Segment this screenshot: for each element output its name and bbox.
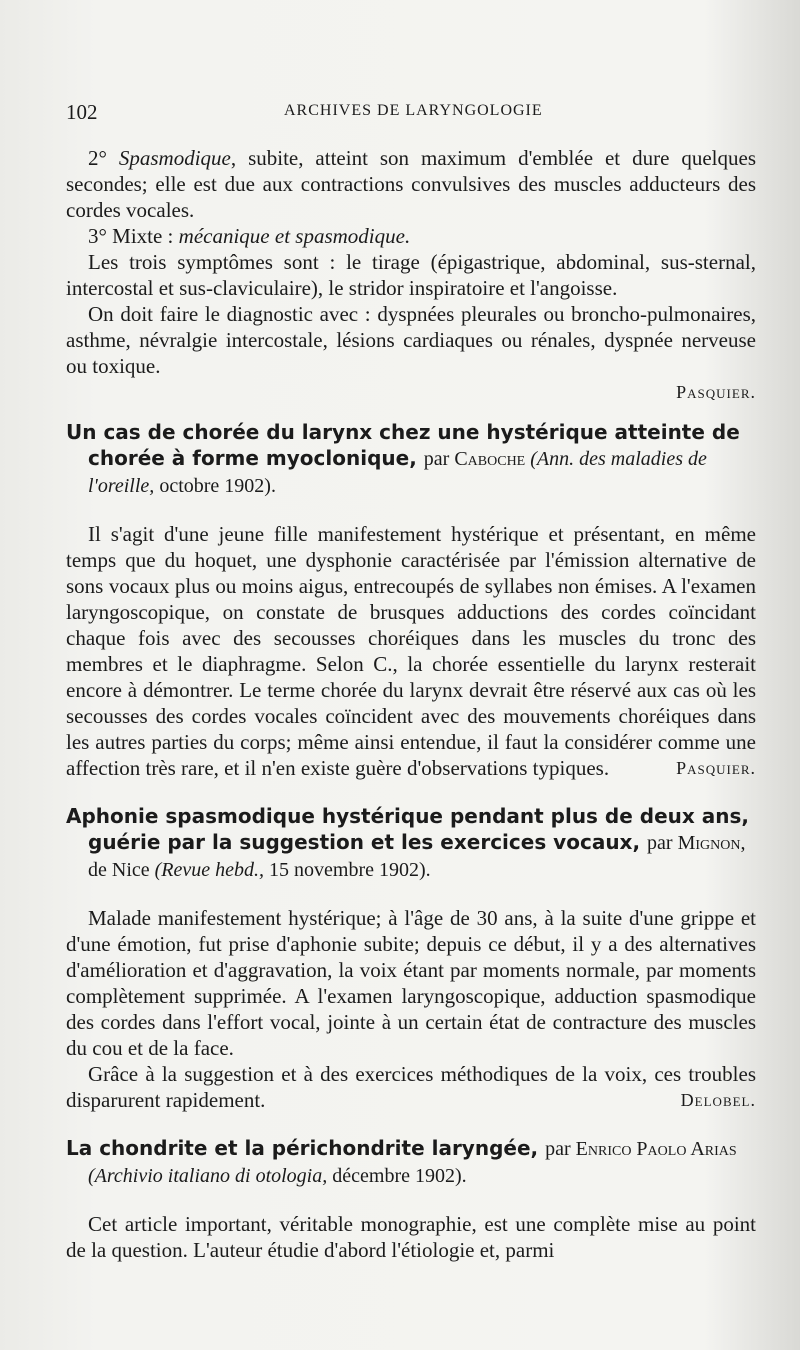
diagnosis-paragraph: On doit faire le diagnostic avec : dyspnées pleurales ou broncho-pulmonaires, asthme, névralgie intercostale, lésions cardiaques ou rénales, dyspnée nerveuse ou toxique.: [66, 302, 756, 378]
page-header: [66, 100, 756, 130]
running-title: ARCHIVES DE LARYNGOLOGIE: [284, 102, 543, 119]
author: Mignon,: [677, 832, 746, 854]
signature: Pasquier.: [676, 758, 756, 778]
article-title-chondrite: La chondrite et la périchondrite laryngée, par Enrico Paolo Arias (Archivio italiano di otologia, décembre 1902).: [66, 1136, 737, 1187]
page-body: [66, 145, 756, 1263]
author: Enrico Paolo Arias: [575, 1138, 737, 1160]
author: Caboche: [454, 448, 526, 470]
journal: (Revue hebd.,: [154, 859, 265, 881]
journal: (Ann. des maladies de l'oreille,: [88, 448, 707, 497]
signature: Delobel.: [680, 1090, 756, 1110]
abstract-aphonie: Malade manifestement hystérique; à l'âge de 30 ans, à la suite d'une grippe et d'une émotion, fut prise d'aphonie subite; depuis ce début, il y a des alternatives d'amélioration et d'aggravation, la voix étant par moments normale, par moments complètement supprimée. A l'examen laryngoscopique, adduction spasmodique des cordes dans l'effort vocal, jointe à un certain état de contracture des muscles du cou et de la face.: [66, 906, 756, 1060]
item-label: Spasmodique: [118, 146, 231, 170]
abstract-chondrite: Cet article important, véritable monographie, est une complète mise au point de la question. L'auteur étudie d'abord l'étiologie et, parmi: [66, 1212, 756, 1262]
journal: (Archivio italiano di otologia,: [88, 1165, 328, 1187]
page-number: 102: [66, 100, 98, 124]
item-label: mécanique et spasmodique.: [178, 224, 411, 248]
article-title-chorea: Un cas de chorée du larynx chez une hystérique atteinte de chorée à forme myoclonique, par Caboche (Ann. des maladies de l'oreille, octobre 1902).: [66, 420, 740, 497]
item-spasmodique: 2° Spasmodique, subite, atteint son maximum d'emblée et dure quelques secondes; elle est due aux contractions convulsives des muscles adducteurs des cordes vocales.: [66, 146, 756, 222]
signature: Pasquier.: [676, 382, 756, 402]
symptoms-paragraph: Les trois symptômes sont : le tirage (épigastrique, abdominal, sus-sternal, intercostal et sus-claviculaire), le stridor inspiratoire et l'angoisse.: [66, 250, 756, 300]
article-title-aphonie: Aphonie spasmodique hystérique pendant plus de deux ans, guérie par la suggestion et les exercices vocaux, par Mignon, de Nice (Revue hebd., 15 novembre 1902).: [66, 804, 749, 881]
abstract-aphonie-conclusion: Grâce à la suggestion et à des exercices méthodiques de la voix, ces troubles disparurent rapidement. Delobel.: [66, 1062, 756, 1112]
item-mixte: 3° Mixte : mécanique et spasmodique.: [88, 224, 411, 248]
abstract-chorea: Il s'agit d'une jeune fille manifestement hystérique et présentant, en même temps que du hoquet, une dysphonie caractérisée par l'émission alternative de sons vocaux plus ou moins aigus, entrecoupés de syllabes non émises. A l'examen laryngoscopique, on constate de brusques adductions des cordes coïncidant chaque fois avec des secousses choréiques dans les muscles du tronc des membres et le diaphragme. Selon C., la chorée essentielle du larynx resterait encore à démontrer. Le terme chorée du larynx devrait être réservé aux cas où les secousses des cordes vocales coïncident avec des mouvements choréiques dans les autres parties du corps; même ainsi entendue, il faut la considérer comme une affection très rare, et il n'en existe guère d'observations typiques. Pasquier.: [66, 522, 756, 780]
